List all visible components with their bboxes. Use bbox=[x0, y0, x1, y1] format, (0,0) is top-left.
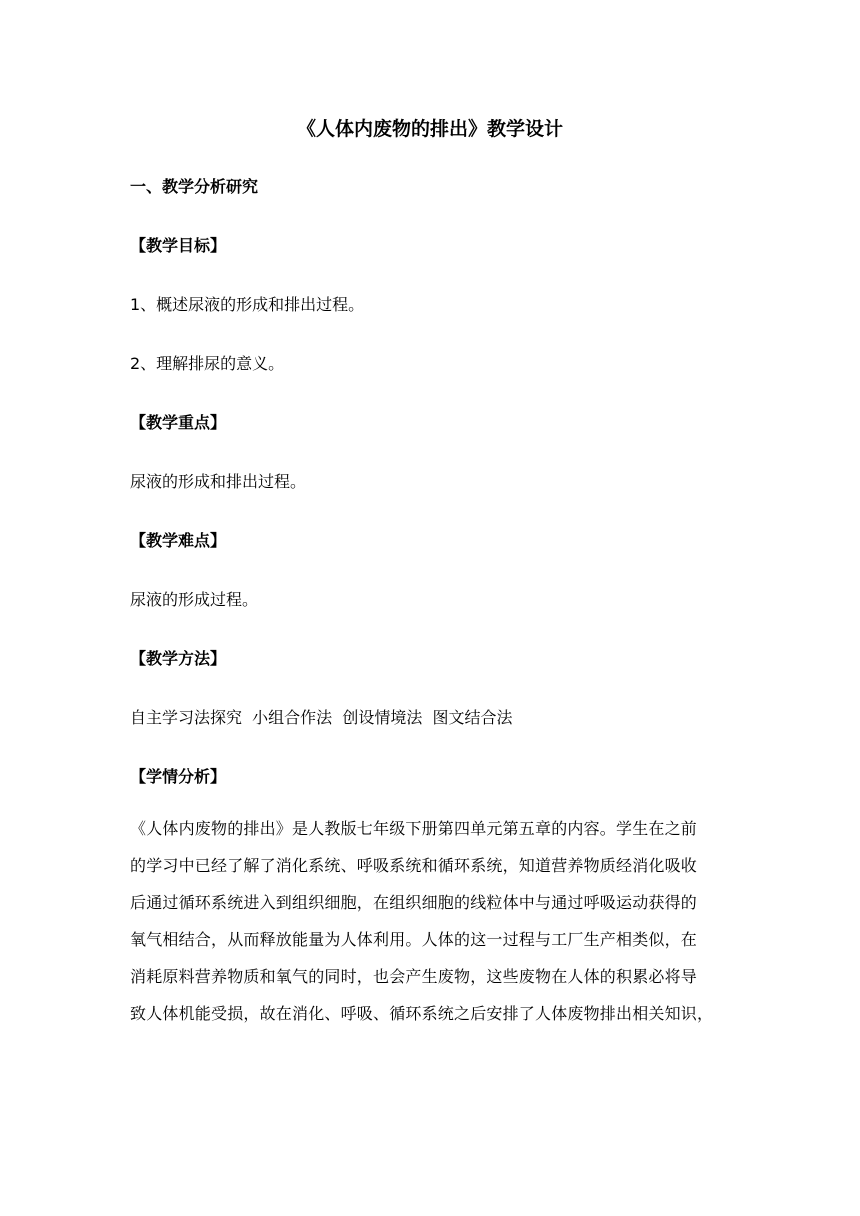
spacer bbox=[130, 316, 742, 353]
difficulties-text: 尿液的形成过程。 bbox=[130, 590, 259, 609]
spacer bbox=[130, 670, 742, 707]
objectives-heading: 【教学目标】 bbox=[130, 236, 227, 255]
methods-heading: 【教学方法】 bbox=[130, 649, 227, 668]
paragraph-line: 《人体内废物的排出》是人教版七年级下册第四单元第五章的内容。学生在之前 bbox=[130, 819, 698, 838]
spacer bbox=[130, 729, 742, 766]
paragraph-line: 氧气相结合，从而释放能量为人体利用。人体的这一过程与工厂生产相类似，在 bbox=[130, 930, 698, 949]
section-heading: 一、教学分析研究 bbox=[130, 177, 259, 196]
paragraph-line: 消耗原料营养物质和氧气的同时，也会产生废物，这些废物在人体的积累必将导 bbox=[130, 967, 698, 986]
spacer bbox=[130, 375, 742, 412]
objective-item: 2、理解排尿的意义。 bbox=[130, 354, 285, 373]
spacer bbox=[130, 552, 742, 589]
paragraph-line: 致人体机能受损，故在消化、呼吸、循环系统之后安排了人体废物排出相关知识， bbox=[130, 1004, 714, 1023]
methods-text: 自主学习法探究 小组合作法 创设情境法 图文结合法 bbox=[130, 708, 513, 727]
spacer bbox=[130, 198, 742, 235]
key-points-text: 尿液的形成和排出过程。 bbox=[130, 472, 307, 491]
key-points-heading: 【教学重点】 bbox=[130, 413, 227, 432]
analysis-heading: 【学情分析】 bbox=[130, 767, 227, 786]
spacer bbox=[130, 434, 742, 471]
document-title: 《人体内废物的排出》教学设计 bbox=[296, 118, 563, 140]
spacer bbox=[130, 493, 742, 530]
paragraph-line: 的学习中已经了解了消化系统、呼吸系统和循环系统，知道营养物质经消化吸收 bbox=[130, 856, 698, 875]
spacer bbox=[130, 788, 742, 810]
objective-item: 1、概述尿液的形成和排出过程。 bbox=[130, 295, 365, 314]
paragraph-line: 后通过循环系统进入到组织细胞，在组织细胞的线粒体中与通过呼吸运动获得的 bbox=[130, 893, 698, 912]
spacer bbox=[130, 257, 742, 294]
difficulties-heading: 【教学难点】 bbox=[130, 531, 227, 550]
document-body bbox=[130, 176, 742, 1032]
spacer bbox=[130, 611, 742, 648]
analysis-paragraph bbox=[130, 810, 742, 1032]
